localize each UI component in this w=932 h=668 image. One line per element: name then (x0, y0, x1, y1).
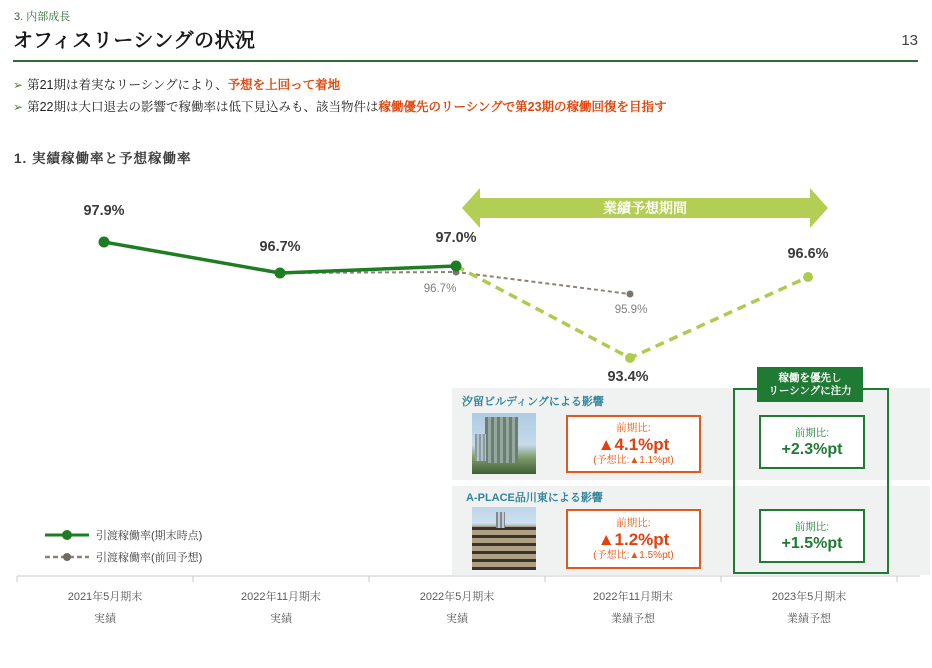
impact-metric-box-aplace (566, 509, 701, 569)
axis-period: 2021年5月期末 (67, 591, 143, 603)
data-label-prev-forecast: 95.9% (614, 304, 648, 316)
chart-legend (44, 524, 202, 568)
summary-bullets (13, 74, 923, 118)
data-label-actual: 97.9% (83, 203, 125, 219)
result-box-aplace (759, 509, 865, 563)
axis-period: 2022年11月期末 (593, 591, 673, 603)
result-box-shiodome (759, 415, 865, 469)
metric-value: ▲4.1%pt (597, 434, 670, 454)
marker-actual (99, 237, 110, 248)
result-label: 前期比: (794, 520, 830, 533)
data-label-actual: 97.0% (435, 230, 477, 246)
bullet-text: 第21期は着実なリーシングにより、 (27, 78, 228, 92)
shiodome-building-photo (472, 413, 536, 474)
title-divider (13, 60, 918, 62)
legend-item-prev-forecast (44, 546, 202, 568)
marker-actual (275, 268, 286, 279)
data-label-forecast: 96.6% (787, 246, 829, 262)
axis-period: 2022年5月期末 (419, 591, 495, 603)
legend-label: 引渡稼働率(期末時点) (96, 530, 203, 542)
legend-item-actual (44, 524, 202, 546)
chart-section-heading: 1. 実績稼働率と予想稼働率 (14, 151, 192, 166)
marker-forecast (625, 353, 635, 363)
bullet-arrow-icon: ➢ (13, 100, 24, 114)
impact-metric-box-shiodome (566, 415, 701, 473)
axis-tag: 実績 (94, 613, 116, 625)
section-label: 3. 内部成長 (14, 11, 71, 23)
bullet-highlight: 予想を上回って着地 (227, 78, 341, 92)
bullet-line (13, 96, 923, 118)
bullet-highlight: 稼働優先のリーシングで第23期の稼働回復を目指す (378, 100, 667, 114)
axis-category (377, 586, 537, 630)
axis-tag: 実績 (446, 613, 468, 625)
axis-category (201, 586, 361, 630)
metric-sub: (予想比:▲1.1%pt) (593, 454, 674, 466)
impact-title-shiodome: 汐留ビルディングによる影響 (462, 396, 604, 408)
legend-solid-line-icon (44, 529, 90, 541)
bullet-arrow-icon: ➢ (13, 78, 24, 92)
result-value: +1.5%pt (781, 534, 843, 552)
legend-dashed-line-icon (44, 551, 90, 563)
metric-label: 前期比: (616, 421, 651, 434)
axis-tag: 業績予想 (787, 613, 831, 625)
page-title: オフィスリーシングの状況 (13, 30, 256, 52)
aplace-building-photo (472, 507, 536, 570)
axis-tag: 業績予想 (611, 613, 655, 625)
marker-prev-forecast (627, 291, 634, 298)
focus-label-badge (757, 367, 863, 402)
data-label-prev-forecast: 96.7% (423, 283, 457, 295)
focus-label-line1: 稼働を優先し (778, 371, 842, 384)
metric-label: 前期比: (616, 516, 651, 529)
result-label: 前期比: (794, 426, 830, 439)
axis-period: 2023年5月期末 (771, 591, 847, 603)
metric-value: ▲1.2%pt (597, 529, 670, 549)
axis-period: 2022年11月期末 (241, 591, 321, 603)
bullet-text: 第22期は大口退去の影響で稼働率は低下見込みも、該当物件は (27, 100, 379, 114)
impact-title-aplace: A-PLACE品川東による影響 (466, 492, 603, 504)
axis-category (25, 586, 185, 630)
axis-category (553, 586, 713, 630)
bullet-line (13, 74, 923, 96)
forecast-period-banner-label: 業績予想期間 (603, 200, 687, 216)
page-number: 13 (901, 32, 918, 49)
focus-label-line2: リーシングに注力 (768, 384, 852, 397)
data-label-forecast: 93.4% (607, 369, 649, 385)
legend-label: 引渡稼働率(前回予想) (96, 552, 203, 564)
result-value: +2.3%pt (781, 440, 843, 458)
axis-category (729, 586, 889, 630)
marker-forecast (803, 272, 813, 282)
marker-actual (451, 261, 462, 272)
axis-tag: 実績 (270, 613, 292, 625)
data-label-actual: 96.7% (259, 239, 301, 255)
metric-sub: (予想比:▲1.5%pt) (593, 549, 674, 561)
